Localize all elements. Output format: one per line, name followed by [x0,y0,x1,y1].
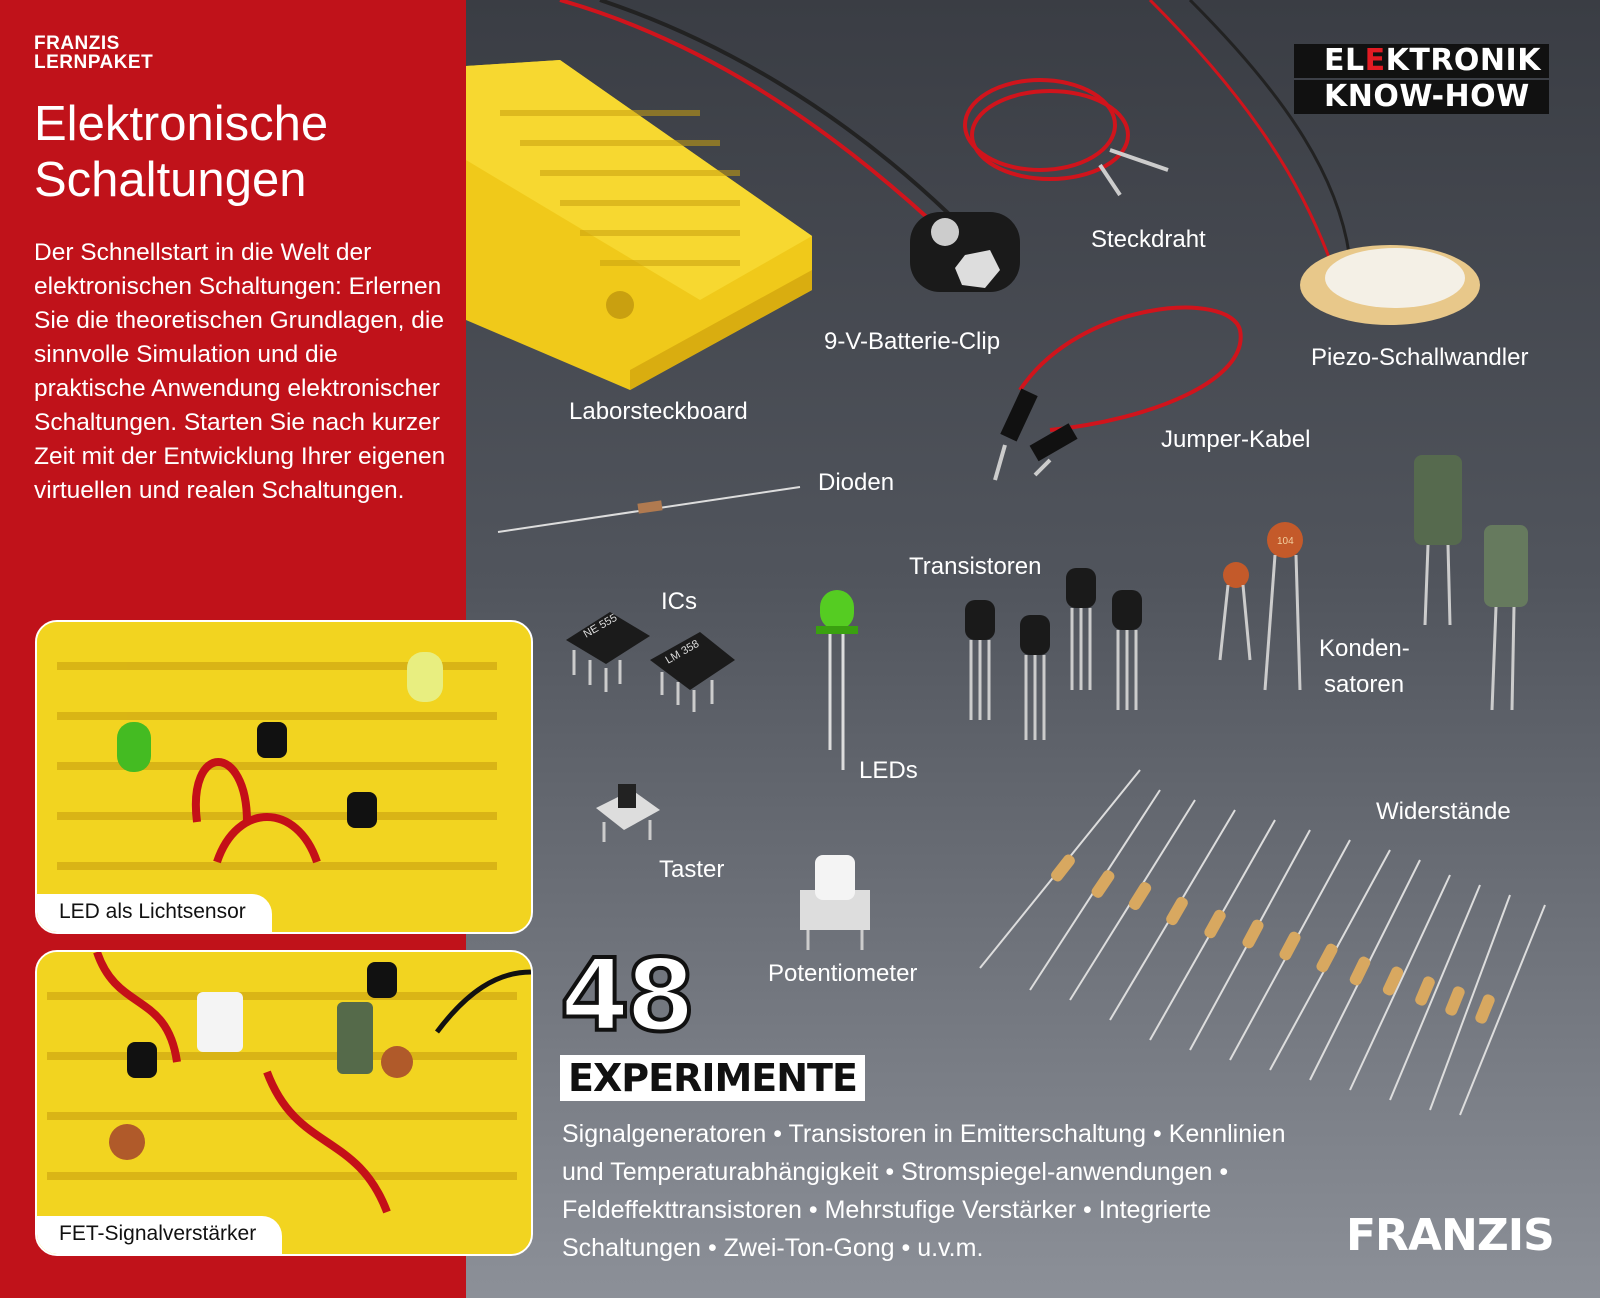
label-dioden: Dioden [818,469,895,496]
electrolytic-capacitor-images [1414,455,1528,710]
label-batterie-clip: 9-V-Batterie-Clip [824,328,1001,355]
resistor-bodies [1049,852,1496,1025]
label-widerstaende: Widerstände [1376,798,1511,825]
jumper-cable-image [995,308,1241,480]
ic-images [566,612,735,712]
brand-line-2: LERNPAKET [34,52,154,73]
title-line-1: Elektronische [34,97,329,151]
ic-lm358-label: LM 358 [663,637,702,667]
franzis-publisher-logo: FRANZIS [1346,1210,1554,1261]
label-jumper-kabel: Jumper-Kabel [1161,426,1311,453]
ceramic-capacitor-images [1220,522,1303,690]
potentiometer-image [800,855,870,950]
franzis-lernpaket-brand [34,34,153,72]
label-piezo: Piezo-Schallwandler [1311,344,1529,371]
logo-accent: E [1364,43,1386,78]
experiment-topics: Signalgeneratoren • Transistoren in Emitterschaltung • Kennlinien und Temperaturabhängigkeit • Stromspiegel-anwendungen • Feldeffekttransistoren • Mehrstufige Verstärker • Integrierte Schaltungen • Zwei-Ton-Gong • u.v.m. [562,1120,1286,1262]
title-line-2: Schaltungen [34,153,307,207]
experiment-count: 48 [560,937,692,1054]
label-kondensatoren-2: satoren [1324,671,1405,698]
logo-line-2: KNOW-HOW [1294,80,1549,114]
label-taster: Taster [659,856,725,883]
logo-part: EL [1324,43,1365,78]
label-laborsteckboard: Laborsteckboard [569,398,748,425]
photo-led-sensor [35,620,533,934]
label-leds: LEDs [859,757,918,784]
steckdraht-image [965,80,1168,195]
led-image [816,590,858,770]
photo-fet-amplifier-illustration [37,952,531,1254]
label-kondensatoren-1: Konden- [1319,635,1410,662]
elektronik-know-how-logo [1294,44,1549,116]
photo-caption: LED als Lichtsensor [37,894,272,932]
experiment-label: EXPERIMENTE [560,1055,865,1101]
transistor-images [965,568,1142,740]
product-description: Der Schnellstart in die Welt der elektronischen Schaltungen: Erlernen Sie die theoretischen Grundlagen, die sinnvolle Simulation und die praktische Anwendung elektronischer Schaltungen. Starten Sie nach kurzer Zeit mit der Entwicklung Ihrer eigenen virtuellen und realen Schaltungen. [34,239,446,504]
logo-part: KTRONIK [1385,43,1541,78]
product-title [34,96,328,208]
brand-line-1: FRANZIS [34,33,120,54]
photo-led-sensor-illustration [37,622,531,932]
cap-104-label: 104 [1277,536,1294,547]
diode-image [498,487,800,532]
logo-line-1 [1294,44,1549,78]
breadboard-image [466,60,812,390]
label-steckdraht: Steckdraht [1091,226,1206,253]
taster-image [596,784,660,842]
label-transistoren: Transistoren [909,553,1042,580]
photo-fet-amplifier [35,950,533,1256]
label-potentiometer: Potentiometer [768,960,918,987]
photo-caption: FET-Signalverstärker [37,1216,282,1254]
ic-ne555-label: NE 555 [581,611,620,641]
label-ics: ICs [661,588,697,615]
